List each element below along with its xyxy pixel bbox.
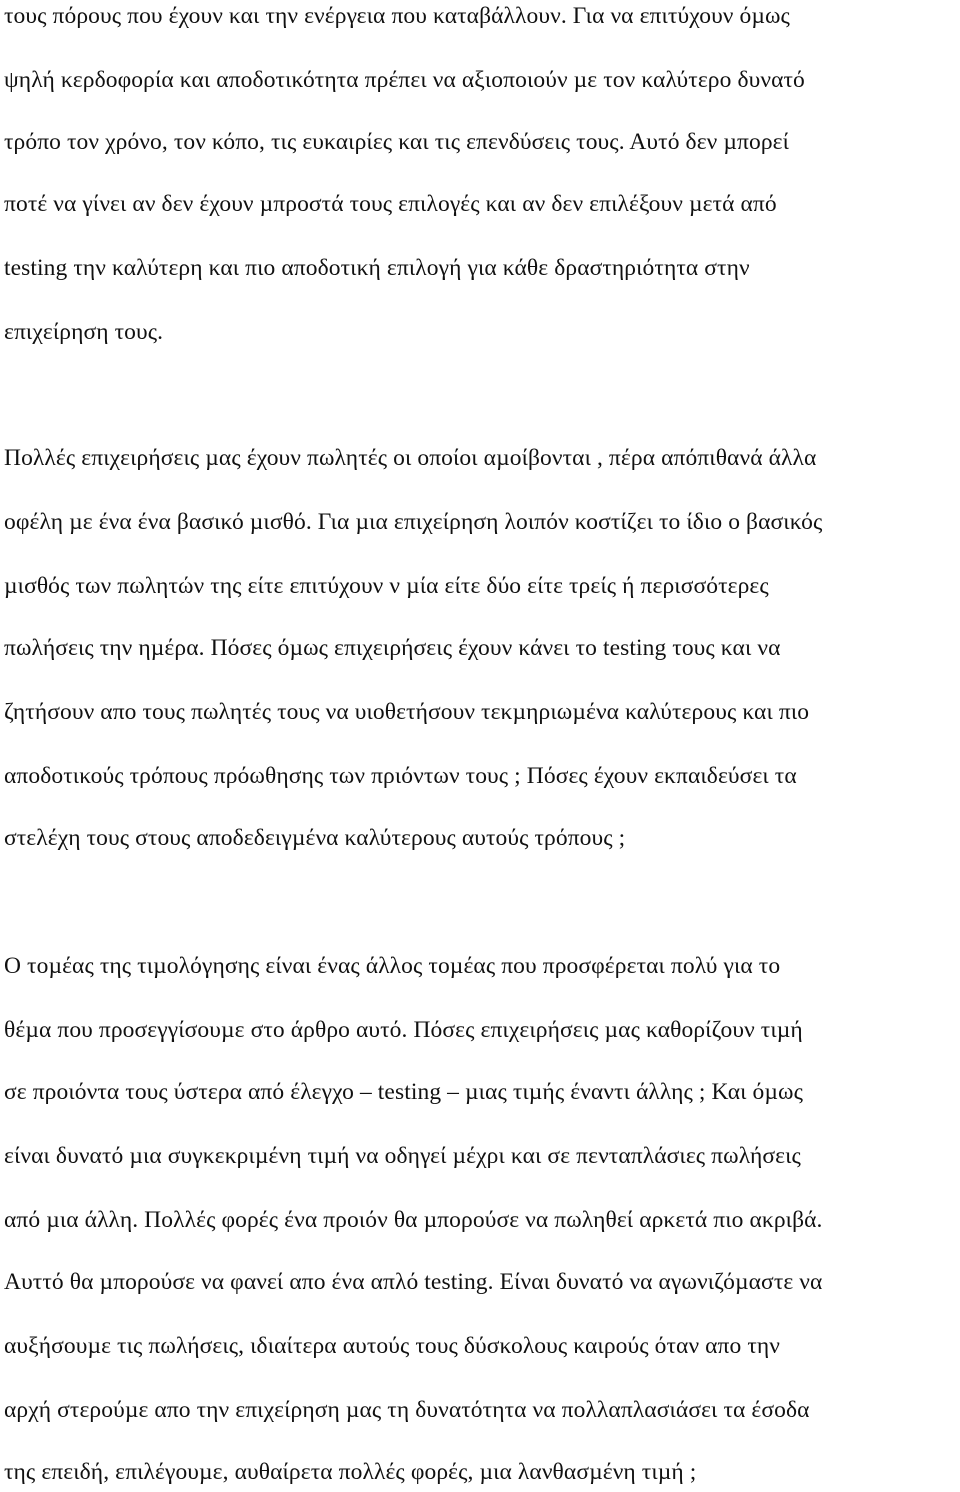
text-line: Αυττό θα µπορούσε να φανεί απο ένα απλό testing. Είναι δυνατό να αγωνιζόµαστε να (4, 1269, 823, 1295)
text-line: αποδοτικούς τρόπους πρόωθησης των πριόντων τους ; Πόσες έχουν εκπαιδεύσει τα (4, 763, 797, 789)
text-line: από µια άλλη. Πολλές φορές ένα προιόν θα µπορούσε να πωληθεί αρκετά πιο ακριβά. (4, 1207, 823, 1233)
text-line: στελέχη τους στους αποδεδειγµένα καλύτερους αυτούς τρόπους ; (4, 825, 626, 851)
text-line: οφέλη µε ένα ένα βασικό µισθό. Για µια επιχείρηση λοιπόν κοστίζει το ίδιο ο βασικός (4, 509, 823, 535)
text-line: της επειδή, επιλέγουµε, αυθαίρετα πολλές φορές, µια λανθασµένη τιµή ; (4, 1459, 697, 1485)
text-line: τους πόρους που έχουν και την ενέργεια που καταβάλλουν. Για να επιτύχουν όµως (4, 3, 790, 29)
text-line: µισθός των πωλητών της είτε επιτύχουν ν µία είτε δύο είτε τρείς ή περισσότερες (4, 573, 769, 599)
text-line: αυξήσουµε τις πωλήσεις, ιδιαίτερα αυτούς τους δύσκολους καιρούς όταν απο την (4, 1333, 781, 1359)
text-line: testing την καλύτερη και πιο αποδοτική επιλογή για κάθε δραστηριότητα στην (4, 255, 750, 281)
text-line: επιχείρηση τους. (4, 319, 164, 345)
text-line: αρχή στερούµε απο την επιχείρηση µας τη δυνατότητα να πολλαπλασιάσει τα έσοδα (4, 1397, 810, 1423)
text-line: σε προιόντα τους ύστερα από έλεγχο – testing – µιας τιµής έναντι άλλης ; Και όµως (4, 1079, 804, 1105)
text-line: Πολλές επιχειρήσεις µας έχουν πωλητές οι οποίοι αµοίβονται , πέρα απόπιθανά άλλα (4, 445, 817, 471)
text-line: Ο τοµέας της τιµολόγησης είναι ένας άλλος τοµέας που προσφέρεται πολύ για το (4, 953, 781, 979)
text-line: ζητήσουν απο τους πωλητές τους να υιοθετήσουν τεκµηριωµένα καλύτερους και πιο (4, 699, 810, 725)
text-line: τρόπο τον χρόνο, τον κόπο, τις ευκαιρίες και τις επενδύσεις τους. Αυτό δεν µπορεί (4, 129, 790, 155)
text-line: θέµα που προσεγγίσουµε στο άρθρο αυτό. Πόσες επιχειρήσεις µας καθορίζουν τιµή (4, 1017, 803, 1043)
text-line: είναι δυνατό µια συγκεκριµένη τιµή να οδηγεί µέχρι και σε πενταπλάσιες πωλήσεις (4, 1143, 801, 1169)
text-line: πωλήσεις την ηµέρα. Πόσες όµως επιχειρήσεις έχουν κάνει το testing τους και να (4, 635, 781, 661)
text-line: ψηλή κερδοφορία και αποδοτικότητα πρέπει να αξιοποιούν µε τον καλύτερο δυνατό (4, 67, 805, 93)
text-line: ποτέ να γίνει αν δεν έχουν µπροστά τους επιλογές και αν δεν επιλέξουν µετά από (4, 191, 777, 217)
